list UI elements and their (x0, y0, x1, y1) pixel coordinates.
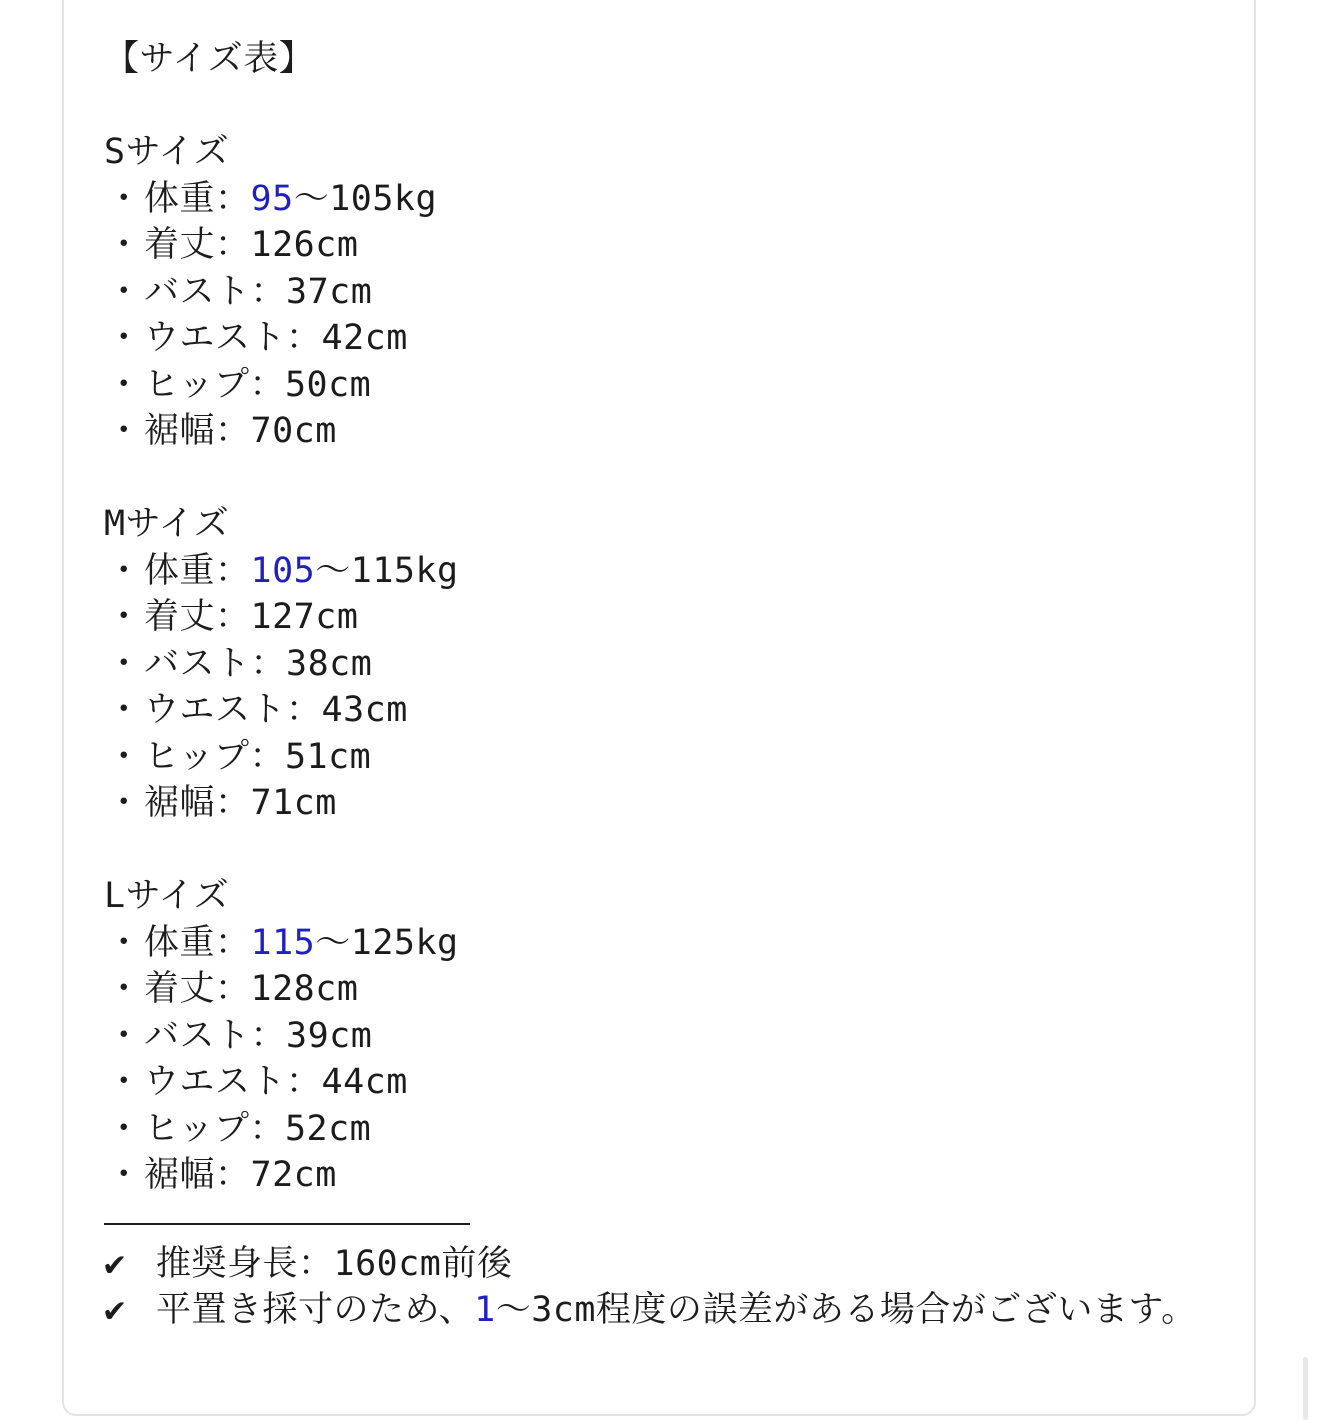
check-mark-icon: ✔ (104, 1290, 126, 1330)
weight-row (104, 920, 1284, 967)
measure-row (104, 734, 1284, 781)
size-chart (104, 36, 1284, 1334)
row-label: ウエスト (144, 690, 287, 730)
note-item (104, 1241, 1284, 1288)
row-label: ヒップ (144, 364, 250, 405)
separator: ： (215, 922, 251, 963)
row-value: 70cm (250, 411, 337, 451)
row-value: 126cm (250, 225, 359, 265)
row-value: 39cm (286, 1015, 373, 1056)
row-label: 裾幅 (144, 783, 216, 823)
row-value: 42cm (321, 318, 408, 358)
separator: ： (215, 411, 251, 451)
row-label: 体重 (144, 922, 216, 963)
measure-row (104, 408, 1284, 455)
size-section-m (104, 501, 1284, 827)
bullet: ・ (106, 318, 142, 358)
weight-to: 125kg (350, 922, 459, 963)
measure-row (104, 780, 1284, 827)
row-value: 128cm (250, 969, 359, 1009)
bullet: ・ (106, 1108, 142, 1149)
bullet: ・ (106, 178, 142, 219)
tilde: ～ (315, 922, 351, 963)
row-label: ヒップ (144, 736, 250, 777)
row-label: バスト (144, 271, 251, 312)
separator: ： (286, 690, 322, 730)
size-name: Mサイズ (104, 504, 230, 544)
bullet: ・ (106, 922, 142, 963)
row-value: 52cm (284, 1108, 372, 1149)
weight-row (104, 548, 1284, 595)
note-text-pre: 平置き採寸のため、 (156, 1290, 475, 1330)
measure-row (104, 1013, 1284, 1060)
row-label: 裾幅 (144, 1155, 216, 1195)
note-highlight: 1 (474, 1290, 496, 1330)
weight-to: 115kg (350, 550, 459, 591)
notes-section (104, 1241, 1284, 1334)
measure-row (104, 966, 1284, 1013)
row-value: 38cm (286, 643, 373, 684)
row-label: バスト (144, 1015, 251, 1056)
row-label: ウエスト (144, 1062, 287, 1102)
measure-row (104, 641, 1284, 688)
bullet: ・ (106, 783, 142, 823)
bullet: ・ (106, 1062, 142, 1102)
row-value: 37cm (286, 271, 373, 312)
row-label: 着丈 (144, 225, 216, 265)
row-value: 43cm (321, 690, 408, 730)
row-label: 体重 (144, 178, 216, 219)
measure-row (104, 1152, 1284, 1199)
measure-row (104, 687, 1284, 734)
size-section-l (104, 873, 1284, 1199)
size-name: Sサイズ (104, 132, 230, 172)
bullet: ・ (106, 225, 142, 265)
separator: ： (249, 1108, 285, 1149)
bullet: ・ (106, 271, 142, 312)
divider-line (104, 1223, 470, 1225)
bullet: ・ (106, 736, 142, 777)
measure-row (104, 315, 1284, 362)
separator: ： (215, 178, 251, 219)
size-name: Lサイズ (104, 876, 230, 916)
tilde: ～ (315, 550, 351, 591)
separator: ： (286, 1062, 322, 1102)
row-value: 127cm (250, 597, 359, 637)
separator: ： (215, 969, 251, 1009)
separator: ： (250, 271, 287, 312)
row-value: 50cm (284, 364, 372, 405)
bullet: ・ (106, 969, 142, 1009)
row-value: 71cm (250, 783, 337, 823)
row-label: 体重 (144, 550, 216, 591)
row-value: 72cm (250, 1155, 337, 1195)
weight-from: 115 (250, 922, 316, 963)
measure-row (104, 269, 1284, 316)
separator: ： (215, 225, 251, 265)
weight-from: 95 (250, 178, 294, 219)
row-label: ウエスト (144, 318, 287, 358)
check-mark-icon: ✔ (104, 1243, 126, 1284)
note-item (104, 1287, 1284, 1334)
separator: ： (215, 783, 251, 823)
row-label: 着丈 (144, 597, 216, 637)
bullet: ・ (106, 364, 142, 405)
separator: ： (249, 364, 285, 405)
measure-row (104, 594, 1284, 641)
weight-to: 105kg (329, 178, 438, 219)
measure-row (104, 1106, 1284, 1153)
separator: ： (250, 1015, 287, 1056)
bullet: ・ (106, 411, 142, 451)
row-label: ヒップ (144, 1108, 250, 1149)
row-value: 51cm (284, 736, 372, 777)
separator: ： (215, 597, 251, 637)
separator: ： (286, 318, 322, 358)
note-text: 推奨身長：160cm前後 (156, 1243, 513, 1284)
row-label: バスト (144, 643, 251, 684)
size-chart-heading: 【サイズ表】 (104, 39, 315, 79)
scrollbar-thumb[interactable] (1303, 1357, 1308, 1420)
bullet: ・ (106, 690, 142, 730)
note-text-post: ～3cm程度の誤差がある場合がございます。 (495, 1290, 1197, 1330)
bullet: ・ (106, 643, 142, 684)
measure-row (104, 1059, 1284, 1106)
separator: ： (215, 550, 251, 591)
bullet: ・ (106, 1015, 142, 1056)
bullet: ・ (106, 1155, 142, 1195)
separator: ： (250, 643, 287, 684)
bullet: ・ (106, 550, 142, 591)
row-label: 着丈 (144, 969, 216, 1009)
row-label: 裾幅 (144, 411, 216, 451)
separator: ： (249, 736, 285, 777)
weight-from: 105 (250, 550, 316, 591)
tilde: ～ (293, 178, 330, 219)
size-section-s (104, 129, 1284, 455)
row-value: 44cm (321, 1062, 408, 1102)
measure-row (104, 362, 1284, 409)
separator: ： (215, 1155, 251, 1195)
measure-row (104, 222, 1284, 269)
bullet: ・ (106, 597, 142, 637)
weight-row (104, 176, 1284, 223)
